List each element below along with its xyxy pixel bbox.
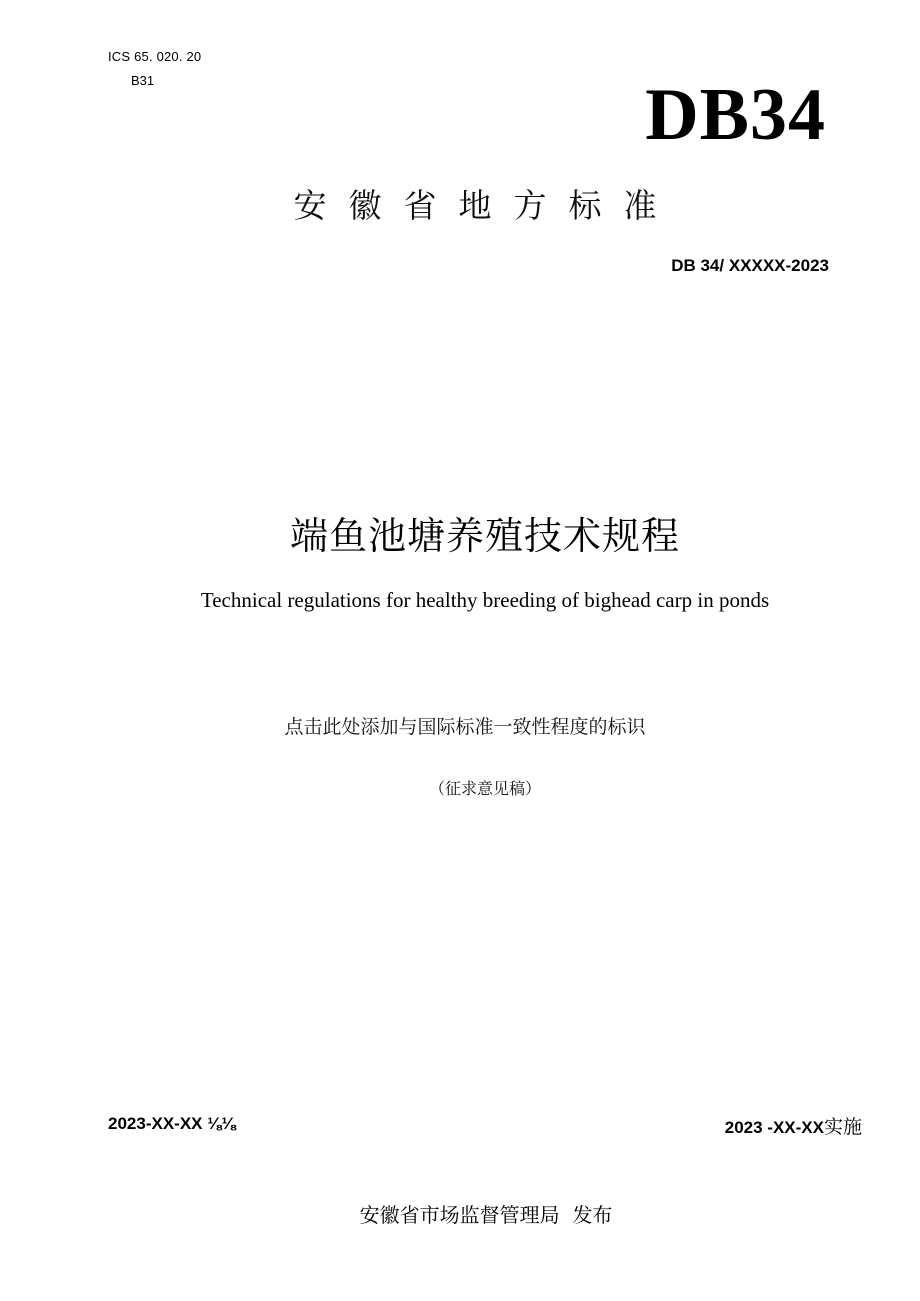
ics-code: ICS 65. 020. 20	[108, 49, 202, 64]
standard-number: DB 34/ XXXXX-2023	[671, 256, 829, 275]
implement-date	[725, 1112, 862, 1139]
standard-type: 安徽省地方标准	[293, 186, 679, 225]
issuer: 安徽省市场监督管理局 发布	[359, 1203, 613, 1227]
ccs-code: B31	[131, 73, 155, 88]
draft-status: （征求意见稿）	[428, 779, 541, 798]
standard-logo: DB34	[645, 74, 826, 156]
chinese-title: 端鱼池塘养殖技术规程	[289, 514, 680, 558]
english-title: Technical regulations for healthy breeding of bighead carp in ponds	[200, 588, 770, 612]
consistency-note: 点击此处添加与国际标准一致性程度的标识	[284, 716, 646, 738]
implement-date-value: 2023 -XX-XX	[724, 1118, 824, 1137]
publish-date: 2023-XX-XX ⅛⅛	[108, 1114, 236, 1133]
implement-suffix: 实施	[823, 1116, 862, 1138]
